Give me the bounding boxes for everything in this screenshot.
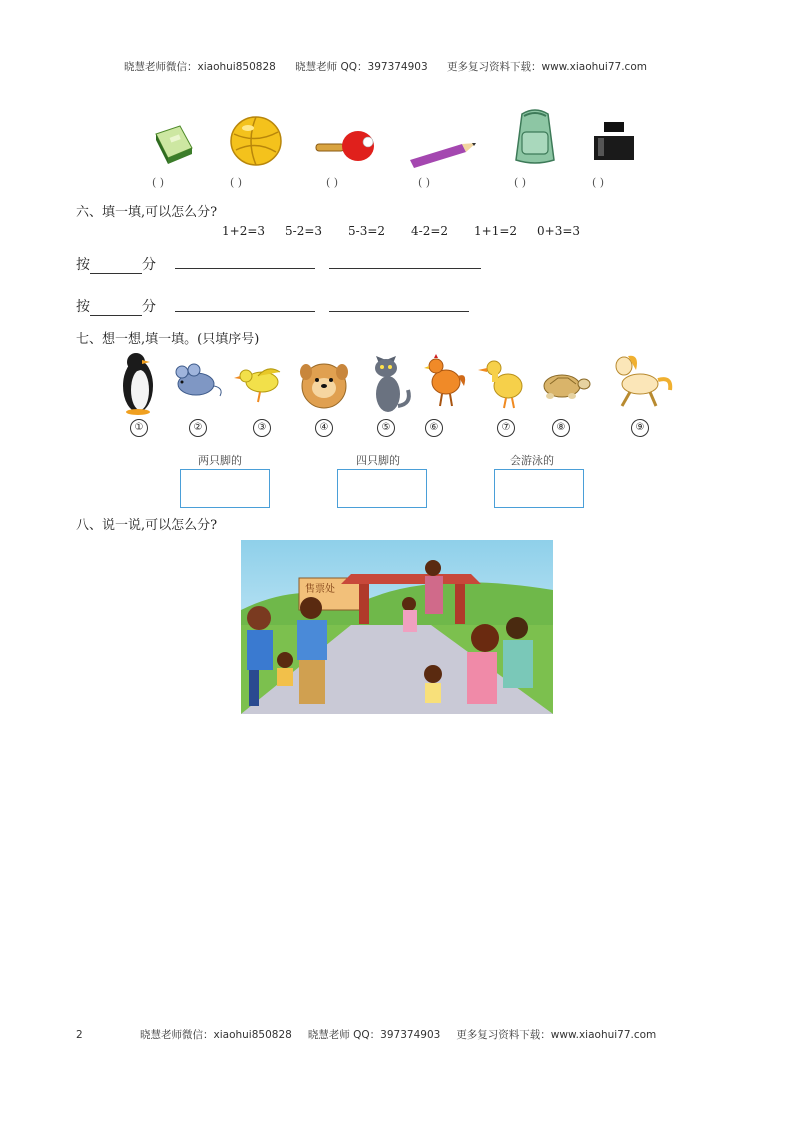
equation-1: 1+2=3	[222, 224, 266, 238]
fill-row-1	[76, 254, 156, 274]
paren-5: ( )	[514, 176, 527, 189]
fill-row-2	[76, 296, 156, 316]
chicken-icon	[418, 346, 474, 416]
category-four-legs-label: 四只脚的	[356, 454, 400, 467]
footer-download: 更多复习资料下载：www.xiaohui77.com	[456, 1029, 657, 1041]
paren-4: ( )	[418, 176, 431, 189]
page-header	[124, 59, 663, 74]
bird-icon	[232, 346, 288, 416]
paren-6: ( )	[592, 176, 605, 189]
horse-icon	[610, 346, 678, 416]
equation-2: 5-2=3	[285, 224, 323, 238]
page-number: 2	[76, 1029, 83, 1041]
category-swim-label: 会游泳的	[510, 454, 554, 467]
park-family-illustration	[241, 540, 553, 714]
category-swim-box[interactable]	[494, 469, 584, 508]
section8-title: 八、说一说,可以怎么分?	[76, 518, 218, 533]
footer-wechat: 晓慧老师微信：xiaohui850828	[140, 1029, 292, 1041]
pencil-icon	[406, 138, 478, 168]
section7-title: 七、想一想,填一填。(只填序号)	[76, 332, 260, 347]
paren-3: ( )	[326, 176, 339, 189]
equation-6: 0+3=3	[537, 224, 581, 238]
category-four-legs-box[interactable]	[337, 469, 427, 508]
turtle-icon	[536, 346, 592, 416]
penguin-icon	[112, 346, 168, 416]
cat-icon	[362, 346, 418, 416]
fill-row-1-suffix: 分	[142, 257, 156, 273]
paren-2: ( )	[230, 176, 243, 189]
equation-5: 1+1=2	[474, 224, 518, 238]
fill-row-1-blank[interactable]	[90, 257, 142, 274]
book-icon	[150, 120, 198, 168]
fill-row-2-suffix: 分	[142, 299, 156, 315]
paren-1: ( )	[152, 176, 165, 189]
footer-qq: 晓慧老师 QQ：397374903	[307, 1029, 441, 1041]
animal-number-5: ⑤	[377, 419, 395, 437]
fill-row-1-line-a[interactable]	[175, 268, 315, 269]
animal-number-1: ①	[130, 419, 148, 437]
fill-row-2-blank[interactable]	[90, 299, 142, 316]
equation-4: 4-2=2	[411, 224, 449, 238]
animal-number-8: ⑧	[552, 419, 570, 437]
ping-pong-paddle-icon	[312, 126, 382, 166]
fill-row-1-prefix: 按	[76, 257, 90, 273]
header-wechat: 晓慧老师微信：xiaohui850828	[124, 61, 276, 73]
header-qq: 晓慧老师 QQ：397374903	[295, 61, 428, 73]
animal-number-6: ⑥	[425, 419, 443, 437]
animal-number-3: ③	[253, 419, 271, 437]
animal-number-4: ④	[315, 419, 333, 437]
category-two-legs-label: 两只脚的	[198, 454, 242, 467]
section6-title: 六、填一填,可以怎么分?	[76, 205, 218, 220]
equation-3: 5-3=2	[348, 224, 386, 238]
backpack-icon	[506, 106, 564, 166]
page-footer	[76, 1027, 672, 1042]
mouse-icon	[170, 346, 226, 416]
ink-bottle-icon	[590, 118, 638, 166]
fill-row-1-line-b[interactable]	[329, 268, 481, 269]
fill-row-2-line-a[interactable]	[175, 311, 315, 312]
ticket-office-sign: 售票处	[305, 584, 335, 595]
category-two-legs-box[interactable]	[180, 469, 270, 508]
animal-number-7: ⑦	[497, 419, 515, 437]
volleyball-icon	[228, 114, 284, 168]
fill-row-2-prefix: 按	[76, 299, 90, 315]
fill-row-2-line-b[interactable]	[329, 311, 469, 312]
animal-number-9: ⑨	[631, 419, 649, 437]
header-download: 更多复习资料下载：www.xiaohui77.com	[447, 61, 647, 73]
dog-icon	[296, 346, 352, 416]
animal-number-2: ②	[189, 419, 207, 437]
duck-icon	[476, 346, 532, 416]
